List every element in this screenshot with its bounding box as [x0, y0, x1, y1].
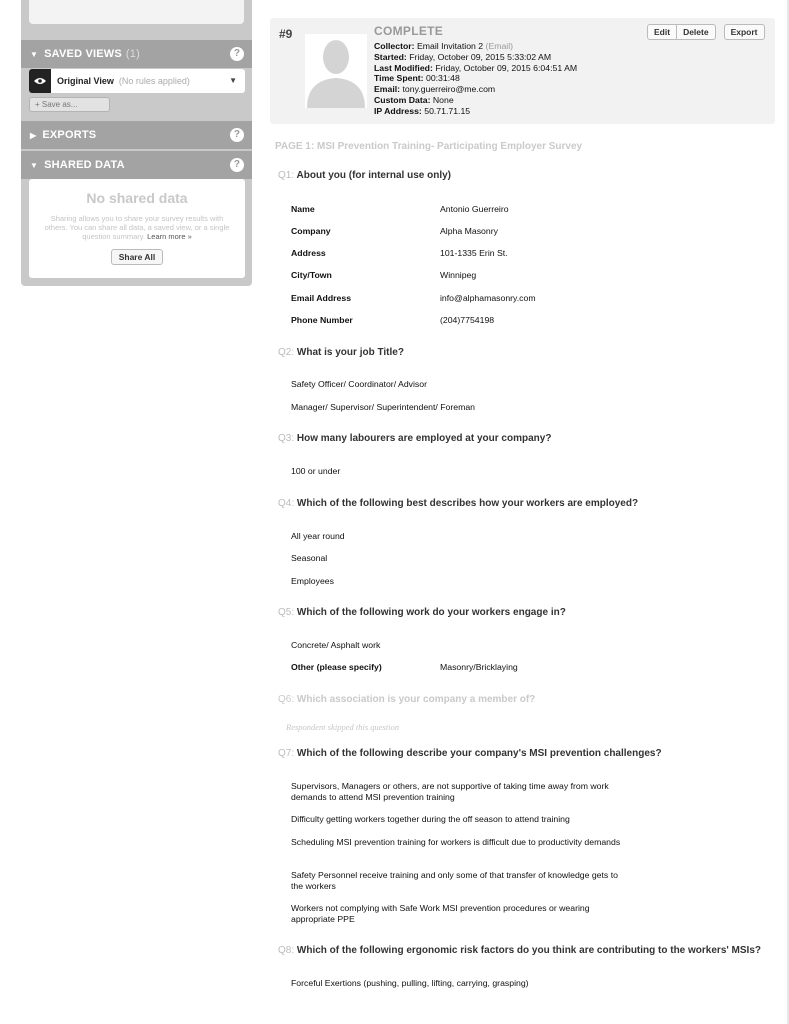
shared-data-header[interactable]: [21, 151, 252, 179]
edit-button[interactable]: Edit: [647, 24, 677, 40]
help-icon[interactable]: ?: [230, 128, 244, 142]
field-label: City/Town: [291, 270, 332, 280]
eye-icon: [29, 69, 51, 93]
avatar: [305, 34, 367, 108]
question-q7: Q7: Which of the following describe your company's MSI prevention challenges?: [278, 748, 662, 759]
response-actions: [647, 24, 765, 40]
shared-data-panel: [29, 179, 245, 278]
skipped-note: Respondent skipped this question: [286, 722, 400, 732]
answer: Seasonal: [291, 553, 328, 563]
answer: Safety Officer/ Coordinator/ Advisor: [291, 379, 428, 389]
field-label: Company: [291, 226, 331, 236]
no-shared-data-title: No shared data: [86, 190, 188, 206]
chevron-down-icon[interactable]: ▼: [229, 76, 237, 85]
original-view-selector[interactable]: [29, 69, 245, 93]
field-value: info@alphamasonry.com: [440, 293, 536, 303]
learn-more-link[interactable]: Learn more »: [147, 232, 192, 241]
export-button[interactable]: Export: [724, 24, 765, 40]
field-label: Name: [291, 204, 315, 214]
answer: Workers not complying with Safe Work MSI prevention procedures or wearing appropriate PPE: [291, 903, 590, 924]
question-q4: Q4: Which of the following best describes how your workers are employed?: [278, 498, 639, 509]
saved-views-title: SAVED VIEWS: [44, 48, 122, 60]
sidebar-top-panel: [29, 0, 244, 24]
field-label: Address: [291, 248, 326, 258]
view-name: Original View: [57, 76, 114, 86]
help-icon[interactable]: ?: [230, 158, 244, 172]
question-q6: Q6: Which association is your company a member of?: [278, 694, 536, 705]
other-label: Other (please specify): [291, 662, 382, 672]
shared-data-description: [39, 214, 235, 241]
expand-arrow-icon: ▶: [30, 130, 37, 140]
saved-views-count: (1): [125, 48, 140, 60]
answer: Employees: [291, 576, 334, 586]
field-value: Winnipeg: [440, 270, 477, 280]
field-label: Email Address: [291, 293, 352, 303]
answer: 100 or under: [291, 466, 341, 476]
answer: Safety Personnel receive training and only some of that transfer of knowledge gets to the workers: [291, 870, 618, 891]
other-value: Masonry/Bricklaying: [440, 662, 518, 672]
shared-data-text: Sharing allows you to share your survey results with others. You can share all data, a saved view, or a single question summary.: [44, 214, 230, 241]
response-status: COMPLETE: [374, 24, 444, 38]
field-value: (204)7754198: [440, 315, 495, 325]
question-q2: Q2: What is your job Title?: [278, 347, 404, 358]
question-q8: Q8: Which of the following ergonomic risk factors do you think are contributing to the workers' MSIs?: [278, 945, 761, 956]
answer: Scheduling MSI prevention training for workers is difficult due to productivity demands: [291, 837, 621, 847]
field-label: Phone Number: [291, 315, 353, 325]
response-header: [270, 18, 775, 124]
saved-views-header[interactable]: [21, 40, 252, 68]
answer: Manager/ Supervisor/ Superintendent/ Foreman: [291, 402, 475, 412]
save-as-button[interactable]: + Save as...: [29, 97, 110, 112]
delete-button[interactable]: Delete: [677, 24, 716, 40]
field-value: Alpha Masonry: [440, 226, 498, 236]
field-value: 101-1335 Erin St.: [440, 248, 508, 258]
answer: All year round: [291, 531, 345, 541]
share-all-button[interactable]: Share All: [111, 249, 164, 265]
question-q5: Q5: Which of the following work do your workers engage in?: [278, 607, 566, 618]
help-icon[interactable]: ?: [230, 47, 244, 61]
collapse-arrow-icon: ▼: [30, 160, 39, 170]
exports-title: EXPORTS: [42, 129, 97, 141]
response-number: #9: [279, 27, 293, 41]
sidebar: [21, 0, 252, 286]
response-metadata: Collector: Email Invitation 2 (Email) Started: Friday, October 09, 2015 5:33:02 AM Last Modified: Friday, October 09, 2015 6:04:51 AM Time Spent: 00:31:48 Email: tony.guerreiro@me.com Custom Data: None IP Address: 50.71.71.15: [374, 41, 578, 116]
exports-header[interactable]: [21, 121, 252, 149]
question-q1: Q1: About you (for internal use only): [278, 170, 451, 181]
question-q3: Q3: How many labourers are employed at your company?: [278, 433, 552, 444]
answer: Supervisors, Managers or others, are not supportive of taking time away from work demands to attend MSI prevention training: [291, 781, 609, 802]
page-title: PAGE 1: MSI Prevention Training- Participating Employer Survey: [275, 141, 583, 152]
answer: Difficulty getting workers together during the off season to attend training: [291, 814, 570, 824]
answer: Concrete/ Asphalt work: [291, 640, 381, 650]
shared-data-title: SHARED DATA: [44, 159, 125, 171]
answer: Forceful Exertions (pushing, pulling, lifting, carrying, grasping): [291, 978, 529, 988]
field-value: Antonio Guerreiro: [440, 204, 509, 214]
collapse-arrow-icon: ▼: [30, 49, 39, 59]
view-rules-note: (No rules applied): [118, 76, 190, 86]
